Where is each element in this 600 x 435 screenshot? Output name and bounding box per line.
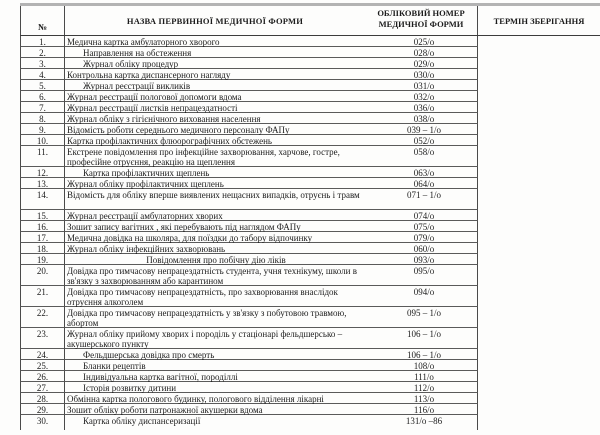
table-row: [20, 415, 600, 430]
row-number-cell: 16.: [20, 221, 65, 232]
table-row: [20, 265, 600, 286]
row-main-cell: [65, 178, 478, 189]
form-name-cell: Бланки рецептів: [83, 361, 146, 371]
table-row: [20, 58, 600, 69]
header-cell-name-and-code: [65, 6, 478, 35]
row-number-cell: 5.: [20, 80, 65, 91]
form-code-cell: 028/о: [413, 48, 435, 58]
table-row: [20, 47, 600, 58]
row-number-cell: 13.: [20, 178, 65, 189]
row-main-cell: [65, 36, 478, 47]
storage-term-cell: [478, 80, 600, 91]
form-name-cell: Журнал обліку процедур: [83, 59, 179, 69]
row-main-cell: [65, 286, 478, 307]
row-main-cell: [65, 113, 478, 124]
row-number-cell: 8.: [20, 113, 65, 124]
form-name-cell: Обмінна картка пологового будинку, пологового відділення лікарні: [67, 394, 324, 404]
table-row: [20, 232, 600, 243]
storage-term-cell: [478, 167, 600, 178]
table-row: [20, 371, 600, 382]
form-code-cell: 032/о: [413, 92, 435, 102]
header-cell-number: №: [20, 6, 65, 35]
header-label-form-code: ОБЛІКОВИЙ НОМЕР МЕДИЧНОЇ ФОРМИ: [377, 8, 465, 29]
row-main-cell: [65, 243, 478, 254]
table-row: [20, 254, 600, 265]
form-name-cell: Журнал обліку прийому хворих і породіль у стаціонарі фельдшерсько – акушерського пункту: [67, 329, 343, 349]
table-row: [20, 221, 600, 232]
table-row: [20, 167, 600, 178]
form-name-cell: Фельдшерська довідка про смерть: [83, 350, 215, 360]
form-code-cell: 106 – 1/о: [406, 329, 441, 339]
row-main-cell: [65, 124, 478, 135]
table-body: [20, 36, 600, 430]
form-code-cell: 029/о: [413, 59, 435, 69]
form-code-cell: 108/о: [413, 361, 435, 371]
row-main-cell: [65, 307, 478, 328]
form-name-cell: Журнал реєстрації листків непрацездатності: [67, 103, 238, 113]
storage-term-cell: [478, 210, 600, 221]
form-code-cell: 111/о: [414, 372, 434, 382]
storage-term-cell: [478, 307, 600, 328]
form-code-cell: 025/о: [413, 37, 435, 47]
table-row: [20, 80, 600, 91]
table-header-row: [20, 6, 600, 36]
row-main-cell: [65, 415, 478, 430]
row-number-cell: 27.: [20, 382, 65, 393]
form-name-cell: Картка профілактичних флюорографічних обстежень: [67, 136, 272, 146]
form-name-cell: Екстрене повідомлення про інфекційне захворювання, харчове, гостре, професійне отруєння, реакцію на щеплення: [67, 147, 340, 167]
form-name-cell: Відомість роботи середнього медичного персоналу ФАПу: [67, 125, 290, 135]
row-number-cell: 14.: [20, 189, 65, 210]
row-number-cell: 7.: [20, 102, 65, 113]
table-row: [20, 36, 600, 47]
storage-term-cell: [478, 360, 600, 371]
row-number-cell: 28.: [20, 393, 65, 404]
form-name-cell: Довідка про тимчасову непрацездатність у зв'язку з побутовою травмою, абортом: [67, 308, 347, 328]
form-name-cell: Довідка про тимчасову непрацездатність студента, учня технікуму, школи в зв'язку з захворюванням або карантином: [67, 266, 357, 286]
row-main-cell: [65, 58, 478, 69]
form-code-cell: 074/о: [413, 211, 435, 221]
storage-term-cell: [478, 47, 600, 58]
header-label-form-name: НАЗВА ПЕРВИННОЇ МЕДИЧНОЇ ФОРМИ: [126, 15, 304, 26]
table-row: [20, 210, 600, 221]
storage-term-cell: [478, 254, 600, 265]
form-name-cell: Медична довідка на школяра, для поїздки до табору відпочинку: [67, 233, 313, 243]
storage-term-cell: [478, 404, 600, 415]
row-number-cell: 4.: [20, 69, 65, 80]
row-number-cell: 21.: [20, 286, 65, 307]
form-code-cell: 095 – 1/о: [406, 308, 441, 318]
medical-forms-table: [20, 3, 600, 430]
form-name-cell: Журнал обліку з гігієнічного виховання населення: [67, 114, 261, 124]
row-main-cell: [65, 232, 478, 243]
form-name-cell: Індивідуальна картка вагітної, породіллі: [83, 372, 238, 382]
row-main-cell: [65, 360, 478, 371]
row-number-cell: 20.: [20, 265, 65, 286]
storage-term-cell: [478, 178, 600, 189]
row-main-cell: [65, 254, 478, 265]
row-number-cell: 11.: [20, 146, 65, 167]
storage-term-cell: [478, 415, 600, 430]
form-name-cell: Історія розвитку дитини: [83, 383, 177, 393]
table-row: [20, 146, 600, 167]
storage-term-cell: [478, 69, 600, 80]
storage-term-cell: [478, 328, 600, 349]
storage-term-cell: [478, 58, 600, 69]
form-name-cell: Зошит обліку роботи патронажної акушерки вдома: [67, 405, 263, 415]
table-row: [20, 102, 600, 113]
form-code-cell: 106 – 1/о: [406, 350, 441, 360]
form-code-cell: 113/о: [413, 394, 435, 404]
storage-term-cell: [478, 36, 600, 47]
row-number-cell: 12.: [20, 167, 65, 178]
row-main-cell: [65, 189, 478, 210]
form-name-cell: Журнал обліку профілактичних щеплень: [67, 179, 224, 189]
form-code-cell: 036/о: [413, 103, 435, 113]
storage-term-cell: [478, 113, 600, 124]
row-number-cell: 22.: [20, 307, 65, 328]
table-row: [20, 393, 600, 404]
form-name-cell: Картка обліку диспансеризації: [83, 416, 201, 426]
form-name-cell: Журнал реєстрації викликів: [83, 81, 191, 91]
storage-term-cell: [478, 91, 600, 102]
table-row: [20, 178, 600, 189]
table-row: [20, 286, 600, 307]
row-main-cell: [65, 102, 478, 113]
row-main-cell: [65, 47, 478, 58]
row-number-cell: 30.: [20, 415, 65, 430]
storage-term-cell: [478, 243, 600, 254]
row-number-cell: 3.: [20, 58, 65, 69]
form-code-cell: 060/о: [413, 244, 435, 254]
form-code-cell: 064/о: [413, 179, 435, 189]
form-code-cell: 079/о: [413, 233, 435, 243]
storage-term-cell: [478, 265, 600, 286]
row-number-cell: 19.: [20, 254, 65, 265]
table-row: [20, 382, 600, 393]
form-code-cell: 116/о: [413, 405, 435, 415]
form-code-cell: 071 – 1/о: [406, 190, 441, 200]
row-number-cell: 18.: [20, 243, 65, 254]
storage-term-cell: [478, 286, 600, 307]
row-main-cell: [65, 328, 478, 349]
form-code-cell: 031/о: [413, 81, 435, 91]
table-row: [20, 328, 600, 349]
form-code-cell: 038/о: [413, 114, 435, 124]
row-number-cell: 6.: [20, 91, 65, 102]
storage-term-cell: [478, 102, 600, 113]
row-number-cell: 9.: [20, 124, 65, 135]
form-name-cell: Довідка про тимчасову непрацездатність, про захворювання внаслідок отруєння алкоголем: [67, 287, 338, 307]
table-row: [20, 243, 600, 254]
table-row: [20, 404, 600, 415]
form-code-cell: 093/о: [413, 255, 435, 265]
row-main-cell: [65, 371, 478, 382]
form-name-cell: Відомість для обліку вперше виявлених нещасних випадків, отруєнь і травм: [67, 190, 360, 200]
storage-term-cell: [478, 382, 600, 393]
form-name-cell: Зошит запису вагітних , які перебувають під наглядом ФАПу: [67, 222, 301, 232]
row-main-cell: [65, 404, 478, 415]
form-code-cell: 039 – 1/о: [406, 125, 441, 135]
row-number-cell: 26.: [20, 371, 65, 382]
row-number-cell: 1.: [20, 36, 65, 47]
row-main-cell: [65, 210, 478, 221]
row-number-cell: 23.: [20, 328, 65, 349]
row-main-cell: [65, 167, 478, 178]
form-name-cell: Направлення на обстеження: [83, 48, 192, 58]
storage-term-cell: [478, 124, 600, 135]
storage-term-cell: [478, 189, 600, 210]
row-main-cell: [65, 80, 478, 91]
row-main-cell: [65, 349, 478, 360]
form-code-cell: 094/о: [413, 287, 435, 297]
row-main-cell: [65, 221, 478, 232]
row-number-cell: 15.: [20, 210, 65, 221]
row-main-cell: [65, 265, 478, 286]
row-number-cell: 17.: [20, 232, 65, 243]
row-number-cell: 10.: [20, 135, 65, 146]
row-main-cell: [65, 91, 478, 102]
form-code-cell: 095/о: [413, 266, 435, 276]
row-main-cell: [65, 69, 478, 80]
form-code-cell: 030/о: [413, 70, 435, 80]
storage-term-cell: [478, 135, 600, 146]
row-main-cell: [65, 135, 478, 146]
header-cell-storage-term: ТЕРМІН ЗБЕРІГАННЯ: [493, 15, 585, 26]
form-name-cell: Картка профілактичних щеплень: [83, 168, 210, 178]
table-row: [20, 307, 600, 328]
form-code-cell: 063/о: [413, 168, 435, 178]
form-code-cell: 112/о: [413, 383, 435, 393]
table-row: [20, 91, 600, 102]
form-code-cell: 131/о –86: [405, 416, 443, 426]
storage-term-cell: [478, 221, 600, 232]
table-row: [20, 360, 600, 371]
storage-term-cell: [478, 146, 600, 167]
row-number-cell: 29.: [20, 404, 65, 415]
row-number-cell: 2.: [20, 47, 65, 58]
form-code-cell: 075/о: [413, 222, 435, 232]
row-number-cell: 24.: [20, 349, 65, 360]
table-row: [20, 69, 600, 80]
form-name-cell: Журнал реєстрації амбулаторних хворих: [67, 211, 223, 221]
form-name-cell: Повідомлення про побічну дію ліків: [146, 255, 286, 265]
table-row: [20, 113, 600, 124]
table-row: [20, 349, 600, 360]
storage-term-cell: [478, 393, 600, 404]
storage-term-cell: [478, 371, 600, 382]
row-main-cell: [65, 382, 478, 393]
form-code-cell: 052/о: [413, 136, 435, 146]
row-number-cell: 25.: [20, 360, 65, 371]
form-name-cell: Медична картка амбулаторного хворого: [67, 37, 220, 47]
row-main-cell: [65, 393, 478, 404]
form-name-cell: Контрольна картка диспансерного нагляду: [67, 70, 231, 80]
row-main-cell: [65, 146, 478, 167]
form-code-cell: 058/о: [413, 147, 435, 157]
table-row: [20, 189, 600, 210]
table-row: [20, 135, 600, 146]
storage-term-cell: [478, 232, 600, 243]
form-name-cell: Журнал обліку інфекційних захворювань: [67, 244, 226, 254]
storage-term-cell: [478, 349, 600, 360]
form-name-cell: Журнал реєстрації пологової допомоги вдома: [67, 92, 242, 102]
table-row: [20, 124, 600, 135]
